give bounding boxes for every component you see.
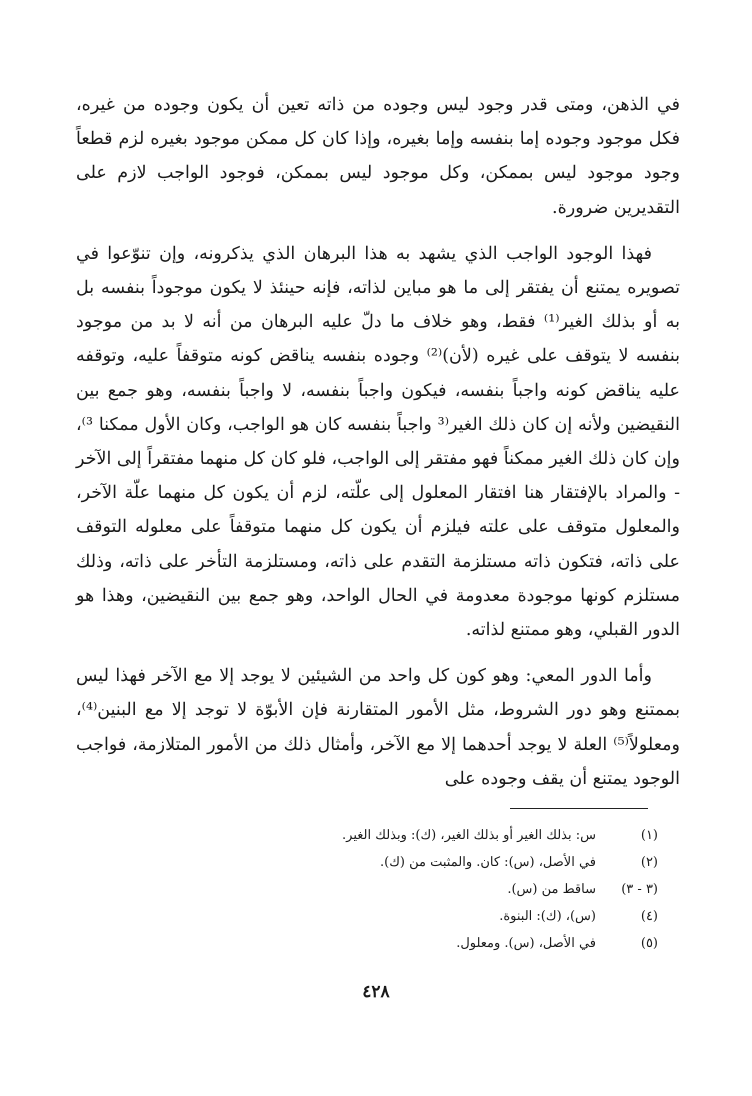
footnote-number: (٤)	[640, 909, 658, 924]
footnote	[150, 876, 658, 903]
paragraph: وأما الدور المعي: وهو كون كل واحد من الشيئين لا يوجد إلا مع الآخر فهذا ليس بممتنع وهو دور الشروط، مثل الأمور المتقارنة فإن الأبوّة لا توجد إلا مع البنين⁽⁴⁾، ومعلولاً⁽⁵⁾ العلة لا يوجد أحدهما إلا مع الآخر، وأمثال ذلك من الأمور المتلازمة، فواجب الوجود يمتنع أن يقف وجوده على	[76, 666, 680, 789]
footnote-number: (١)	[640, 828, 658, 843]
paragraph: فهذا الوجود الواجب الذي يشهد به هذا البرهان الذي يذكرونه، وإن تنوّعوا في تصويره يمتنع أن يفتقر إلى ما هو مباين لذاته، فإنه حينئذ لا يكون موجوداً بنفسه بل به أو بذلك الغير⁽¹⁾ فقط، وهو خلاف ما دلّ عليه البرهان من أنه لا بد من موجود بنفسه لا يتوقف على غيره (لأن)⁽²⁾ وجوده بنفسه يناقض كونه متوقفاً عليه، وتوقفه عليه يناقض كونه واجباً بنفسه، فيكون واجباً بنفسه، لا واجباً بنفسه، وهو جمع بين النقيضين ولأنه إن كان ذلك الغير⁽³ واجباً بنفسه كان هو الواجب، وكان الأول ممكنا ³⁾، وإن كان ذلك الغير ممكناً فهو مفتقر إلى الواجب، فلو كان كل منهما مفتقراً إلى الآخر - والمراد بالإفتقار هنا افتقار المعلول إلى علّته، لزم أن يكون كل منهما علّة الآخر، والمعلول متوقف على علته فيلزم أن يكون كل منهما متوقفاً على معلوله التوقف على ذاته، فتكون ذاته مستلزمة التقدم على ذاته، ومستلزمة التأخر على ذاته، وذلك مستلزم كونها موجودة معدومة في الحال الواحد، وهو جمع بين النقيضين، وهذا هو الدور القبلي، وهو ممتنع لذاته.	[76, 243, 680, 641]
footnote	[150, 903, 658, 930]
footnote-text: في الأصل، (س): كان. والمثبت من (ك).	[380, 855, 596, 870]
footnote-number: (٥)	[640, 936, 658, 951]
footnote-text: (س)، (ك): البنوة.	[499, 909, 596, 924]
paragraph: في الذهن، ومتى قدر وجود ليس وجوده من ذاته تعين أن يكون وجوده من غيره، فكل موجود وجوده إما بنفسه وإما بغيره، وإذا كان كل ممكن موجود بغيره لزم قطعاً وجود موجود ليس بممكن، وكل موجود ليس بممكن، فوجود الواجب لازم على التقديرين ضرورة.	[76, 95, 680, 218]
footnote-separator	[510, 808, 648, 809]
footnote-number: (٢)	[640, 855, 658, 870]
footnotes-list	[150, 822, 658, 957]
footnote	[150, 822, 658, 849]
footnote-text: في الأصل، (س). ومعلول.	[456, 936, 596, 951]
footnote-number: (٣ - ٣)	[621, 882, 658, 897]
footnote	[150, 849, 658, 876]
footnote-text: س: بذلك الغير أو بذلك الغير، (ك): وبذلك الغير.	[342, 828, 596, 843]
page-number: ٤٢٨	[362, 982, 390, 1002]
footnote	[150, 930, 658, 957]
footnote-text: ساقط من (س).	[507, 882, 596, 897]
main-text	[76, 88, 680, 796]
